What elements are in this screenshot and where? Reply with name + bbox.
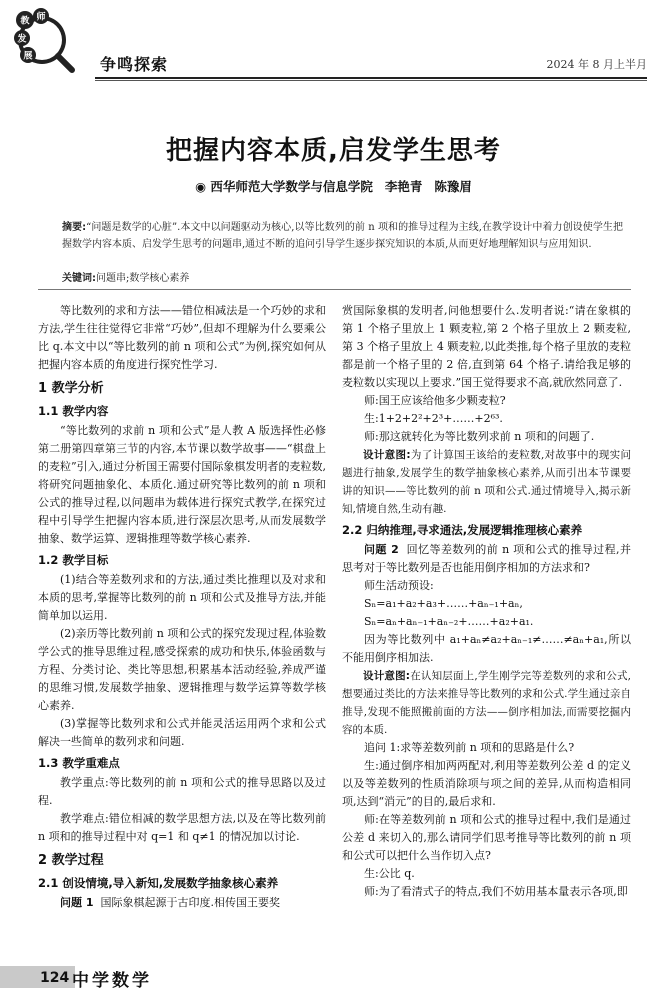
paragraph: (1)结合等差数列求和的方法,通过类比推理以及对求和本质的思考,掌握等比数列的前 n 项和公式及推导方法,并能简单加以运用. bbox=[38, 573, 326, 622]
dialogue-line: 师:在等差数列前 n 项和公式的推导过程中,我们是通过公差 d 来切入的,那么请同学们思考推导等比数列的前 n 项和公式可以把什么当作切入点? bbox=[342, 813, 631, 862]
right-column bbox=[342, 302, 631, 901]
section-heading: 1 教学分析 bbox=[38, 381, 104, 396]
keywords bbox=[62, 269, 189, 284]
question-label: 问题 2 bbox=[364, 543, 399, 556]
page-number: 124 bbox=[40, 970, 70, 986]
equation: Sₙ=aₙ+aₙ₋₁+aₙ₋₂+……+a₂+a₁. bbox=[364, 615, 534, 628]
paragraph bbox=[342, 541, 631, 577]
dialogue-line: 师:那这就转化为等比数列求前 n 项和的问题了. bbox=[364, 430, 595, 443]
header-rule bbox=[95, 77, 647, 79]
equation: Sₙ=a₁+a₂+a₃+……+aₙ₋₁+aₙ, bbox=[364, 597, 523, 610]
paragraph: 等比数列的求和方法——错位相减法是一个巧妙的求和方法,学生往往觉得它非常“巧妙”,但却不理解为什么要乘公比 q.本文中以“等比数列的前 n 项和公式”为例,探究如何从把握内容本质的角度进行探究性学习. bbox=[38, 304, 326, 371]
paragraph: 教学难点:错位相减的数学思想方法,以及在等比数列前 n 项和的推导过程中对 q=1 和 q≠1 的情况加以讨论. bbox=[38, 812, 326, 843]
logo-char-4: 展 bbox=[23, 51, 33, 62]
subsection-heading: 2.2 归纳推理,寻求通法,发展逻辑推理核心素养 bbox=[342, 523, 583, 537]
dialogue-line: 追问 1:求等差数列前 n 项和的思路是什么? bbox=[364, 741, 575, 754]
paragraph: “等比数列的求前 n 项和公式”是人教 A 版选择性必修第二册第四章第三节的内容,本节课以数学故事——“棋盘上的麦粒”引入,通过分析国王需要付国际象棋发明者的麦粒数,将研究问题抽象化、本质化.通过研究等比数列的前 n 项和公式的推导过程,以问题串为载体进行探究式教学,在探究过程中引导学生把握内容本质,进行深层次思考,从而发展数学抽象、数学运算、逻辑推理等数学核心素养. bbox=[38, 424, 326, 545]
logo-char-1: 教 bbox=[20, 16, 30, 27]
question-label: 问题 1 bbox=[60, 896, 94, 909]
header-rule-thin bbox=[95, 80, 647, 81]
logo-char-2: 师 bbox=[36, 12, 46, 23]
page-header bbox=[0, 0, 667, 88]
abstract bbox=[62, 219, 623, 253]
page-footer bbox=[0, 960, 667, 990]
design-note bbox=[342, 446, 631, 518]
left-column bbox=[38, 302, 326, 912]
paragraph: (2)亲历等比数列前 n 项和公式的探究发现过程,体验数学公式的推导思维过程,感受探索的成功和快乐,体验函数与方程、分类讨论、类比等思想,积累基本活动经验,养成严谨的思维习惯,发展数学抽象、逻辑推理与数学运算等数学核心素养. bbox=[38, 627, 326, 712]
subsection-heading: 1.3 教学重难点 bbox=[38, 756, 120, 770]
subsection-heading: 1.1 教学内容 bbox=[38, 404, 109, 418]
issue-date: 2024 年 8 月上半月 bbox=[546, 58, 647, 71]
journal-name: 中学数学 bbox=[72, 971, 152, 991]
paragraph: 教学重点:等比数列的前 n 项和公式的推导思路以及过程. bbox=[38, 776, 326, 807]
column-logo-icon bbox=[12, 8, 78, 74]
dialogue-line: 师:为了看清式子的特点,我们不妨用基本量表示各项,即 bbox=[364, 885, 628, 898]
design-note-label: 设计意图: bbox=[363, 449, 411, 461]
logo-char-3: 发 bbox=[17, 34, 27, 45]
dialogue-line: 师:国王应该给他多少颗麦粒? bbox=[364, 394, 506, 407]
question-text: 国际象棋起源于古印度.相传国王要奖 bbox=[100, 896, 280, 909]
affiliation: ◉ 西华师范大学数学与信息学院 bbox=[195, 179, 373, 194]
author-1: 李艳青 bbox=[384, 179, 423, 194]
abstract-divider bbox=[38, 289, 631, 290]
question-text: 回忆等差数列的前 n 项和公式的推导过程,并思考对于等比数列是否也能用倒序相加的方法求和? bbox=[342, 543, 631, 574]
keywords-label: 关键词: bbox=[62, 273, 96, 284]
subsection-heading: 2.1 创设情境,导入新知,发展数学抽象核心素养 bbox=[38, 876, 279, 890]
author-line bbox=[0, 177, 667, 195]
paragraph: 因为等比数列中 a₁+aₙ≠a₂+aₙ₋₁≠……≠aₙ+a₁,所以不能用倒序相加法. bbox=[342, 633, 631, 664]
dialogue-line: 生:通过倒序相加两两配对,利用等差数列公差 d 的定义以及等差数列的性质消除项与项之间的差异,从而构造相同项,达到“消元”的目的,最后求和. bbox=[342, 759, 631, 808]
author-2: 陈豫眉 bbox=[434, 179, 472, 194]
design-note-text: 为了计算国王该给的麦粒数,对故事中的现实问题进行抽象,发展学生的数学抽象核心素养,从而引出本节课要讲的知识——等比数列的前 n 项和公式.通过情境导入,揭示新知,情境自然,生动有趣. bbox=[342, 449, 631, 515]
paragraph: 赏国际象棋的发明者,问他想要什么.发明者说:“请在象棋的第 1 个格子里放上 1 颗麦粒,第 2 个格子里放上 2 颗麦粒,第 3 个格子里放上 4 颗麦粒,以此类推,每个格子里放的麦粒都是前一个格子里的 2 倍,直到第 64 个格子.请给我足够的麦粒数以实现以上要求.”国王觉得要求不高,就欣然同意了. bbox=[342, 304, 631, 389]
abstract-label: 摘要: bbox=[62, 222, 87, 233]
paragraph: (3)掌握等比数列求和公式并能灵活运用两个求和公式解决一些简单的数列求和问题. bbox=[38, 717, 326, 748]
paragraph: 师生活动预设: bbox=[364, 579, 434, 592]
abstract-text: “问题是数学的心脏”.本文中以问题驱动为核心,以等比数列的前 n 项和的推导过程为主线,在教学设计中着力创设使学生把握数学内容本质、启发学生思考的问题串,通过不断的追问引导学生逐步探究知识的本质,从而更好地理解知识与应用知识. bbox=[62, 222, 623, 250]
dialogue-line: 生:公比 q. bbox=[364, 867, 415, 880]
design-note-text: 在认知层面上,学生刚学完等差数列的求和公式,想要通过类比的方法来推导等比数列的求和公式.学生通过亲自推导,发现不能照搬前面的方法——倒序相加法,而需要挖掘内容的本质. bbox=[342, 670, 631, 736]
article-title: 把握内容本质,启发学生思考 bbox=[166, 136, 501, 166]
design-note bbox=[342, 667, 631, 739]
dialogue-line: 生:1+2+2²+2³+……+2⁶³. bbox=[364, 412, 503, 425]
paragraph bbox=[38, 894, 326, 912]
design-note-label: 设计意图: bbox=[363, 670, 410, 682]
subsection-heading: 1.2 教学目标 bbox=[38, 553, 109, 567]
column-name: 争鸣探索 bbox=[100, 55, 169, 74]
keywords-text: 问题串;数学核心素养 bbox=[96, 273, 190, 284]
section-heading: 2 教学过程 bbox=[38, 853, 104, 868]
